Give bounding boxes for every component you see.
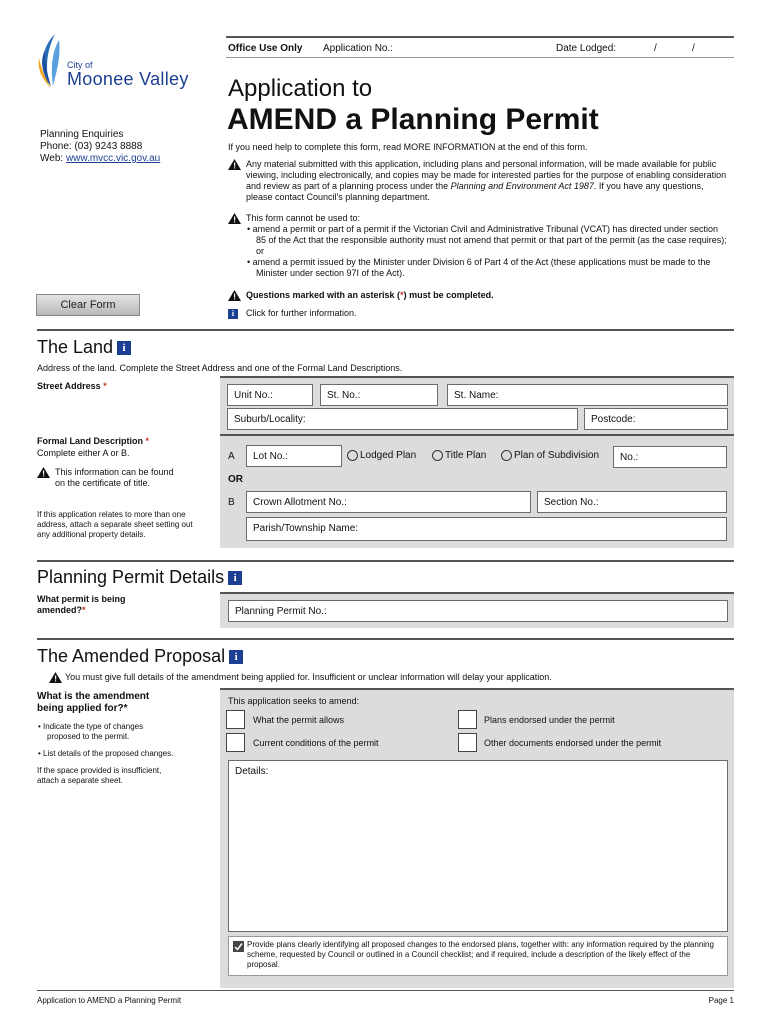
restrictions-heading: This form cannot be used to: (246, 213, 361, 223)
section-rule (37, 560, 734, 562)
checkmark-icon (233, 941, 244, 952)
st-no-field[interactable]: St. No.: (320, 384, 438, 406)
info-note (228, 308, 528, 319)
street-address-panel (220, 376, 734, 434)
proposal-warning-text: You must give full details of the amendment being applied for. Insufficient or unclear information will delay your application. (65, 672, 552, 682)
contact-block (40, 129, 220, 165)
land-section-title (37, 337, 131, 357)
restrictions-notice (228, 213, 728, 278)
option-a-label: A (228, 451, 235, 462)
leaf-logo-icon (35, 32, 69, 90)
date-separator: / (654, 43, 657, 54)
footer-page-number: Page 1 (708, 996, 734, 1005)
asterisk-note (228, 290, 728, 301)
logo-city-of: City of (67, 60, 93, 70)
formal-land-label (37, 436, 149, 447)
section-rule (37, 329, 734, 331)
plan-of-subdivision-radio[interactable] (501, 450, 599, 462)
plan-of-subdivision-label: Plan of Subdivision (514, 450, 600, 462)
phone-number: Phone: (03) 9243 8888 (40, 141, 143, 152)
planning-permit-no-field[interactable]: Planning Permit No.: (228, 600, 728, 622)
info-icon: i (228, 309, 238, 319)
multi-address-note: If this application relates to more than one address, attach a separate sheet setting out any additional property details. (37, 510, 193, 539)
land-title-text: The Land (37, 337, 114, 357)
street-address-label (37, 381, 107, 392)
formal-land-sub: Complete either A or B. (37, 448, 130, 458)
required-star: * (145, 436, 150, 446)
current-conditions-label: Current conditions of the permit (253, 738, 379, 748)
amendment-question: What is the amendment being applied for?* (37, 691, 150, 714)
asterisk-note-text: Questions marked with an asterisk ( (246, 290, 401, 300)
act-name: Planning and Environment Act 1987 (450, 181, 594, 191)
checkbox-other-documents[interactable] (458, 733, 477, 752)
lot-no-field[interactable]: Lot No.: (246, 445, 342, 467)
guidance-item: • List details of the proposed changes. (38, 749, 174, 758)
title-line1: Application to (228, 75, 373, 102)
required-star: * (82, 605, 86, 615)
guidance-text: List details of the proposed changes. (43, 749, 174, 758)
footer-doc-title: Application to AMEND a Planning Permit (37, 996, 182, 1005)
checkbox-what-permit-allows[interactable] (226, 710, 245, 729)
permit-title-text: Planning Permit Details (37, 567, 225, 587)
info-icon[interactable]: i (117, 341, 131, 355)
other-documents-label: Other documents endorsed under the permit (484, 738, 662, 748)
seeks-label: This application seeks to amend: (228, 696, 360, 706)
section-no-field[interactable]: Section No.: (537, 491, 727, 513)
parish-field[interactable]: Parish/Township Name: (246, 517, 727, 541)
certificate-note (37, 467, 177, 488)
permit-question-text: What permit is being amended? (37, 594, 126, 615)
plan-no-field[interactable]: No.: (613, 446, 727, 468)
land-intro: Address of the land. Complete the Street Address and one of the Formal Land Descriptions. (37, 363, 403, 373)
or-label: OR (228, 474, 243, 485)
radio-button[interactable] (347, 450, 358, 461)
guidance-item: • Indicate the type of changes proposed to the permit. (38, 722, 144, 741)
postcode-field[interactable]: Postcode: (584, 408, 728, 430)
checkbox-current-conditions[interactable] (226, 733, 245, 752)
asterisk-note-text: ) must be completed. (403, 290, 494, 300)
restriction-item: • amend a permit or part of a permit if the Victorian Civil and Administrative Tribunal (VCAT) has directed under section 85 of the Act that the responsible authority must not amend that permit or that part of the permit (as the case requires); or (247, 224, 727, 256)
st-name-field[interactable]: St. Name: (447, 384, 728, 406)
office-use-bar (226, 36, 734, 58)
required-star: * (103, 381, 107, 391)
help-text: If you need help to complete this form, read MORE INFORMATION at the end of this form. (228, 142, 588, 152)
lodged-plan-radio[interactable] (347, 450, 416, 462)
warning-icon (228, 290, 241, 301)
what-permit-allows-label: What the permit allows (253, 715, 345, 725)
guidance-text: Indicate the type of changes proposed to the permit. (43, 722, 144, 741)
info-note-text: Click for further information. (246, 308, 357, 318)
privacy-text-a: Any material submitted with this application, including plans and personal information, will be made available for public viewing, including electronically, and copies may be made for interested parties for the purpose of enabling consideration and review as part of a planning process under the (246, 159, 727, 191)
date-lodged-label: Date Lodged: (556, 43, 617, 54)
amendment-guidance (37, 722, 177, 786)
radio-button[interactable] (432, 450, 443, 461)
permit-question (37, 594, 167, 616)
privacy-text-b: . If you have any questions, please contact Council's planning department. (246, 181, 704, 202)
radio-button[interactable] (501, 450, 512, 461)
title-plan-radio[interactable] (432, 450, 486, 462)
warning-icon (49, 672, 62, 683)
street-address-text: Street Address (37, 381, 101, 391)
council-logo (35, 32, 205, 92)
proposal-warning (49, 672, 689, 683)
restriction-item: • amend a permit issued by the Minister under Division 6 of Part 4 of the Act (these applications must be made to the Minister under section 97I of the Act). (247, 257, 711, 278)
lodged-plan-label: Lodged Plan (360, 450, 417, 462)
permit-panel (220, 592, 734, 628)
details-textarea[interactable]: Details: (228, 760, 728, 932)
planning-enquiries: Planning Enquiries (40, 129, 124, 140)
restriction-text: amend a permit issued by the Minister under Division 6 of Part 4 of the Act (these applications must be made to the Minister under section 97I of the Act). (252, 257, 711, 278)
web-label: Web: (40, 153, 64, 164)
proposal-section-title (37, 646, 243, 666)
space-note: If the space provided is insufficient, attach a separate sheet. (37, 766, 162, 785)
footer-rule (37, 990, 734, 991)
section-rule (37, 638, 734, 640)
office-use-label: Office Use Only (228, 43, 303, 54)
title-plan-label: Title Plan (445, 450, 487, 462)
formal-land-panel (220, 434, 734, 548)
application-no-label: Application No.: (323, 43, 394, 54)
logo-name: Moonee Valley (67, 69, 189, 89)
plans-note (228, 936, 728, 976)
warning-icon (37, 467, 50, 478)
web-line (40, 153, 220, 165)
permit-section-title (37, 567, 242, 587)
unit-no-field[interactable]: Unit No.: (227, 384, 313, 406)
date-separator: / (692, 43, 695, 54)
plans-note-text: Provide plans clearly identifying all proposed changes to the endorsed plans, together with: any information required by the planning scheme, requested by Council or outlined in a Council checklist; and if required, include a description of the likely effect of the proposal. (247, 940, 714, 969)
warning-icon (228, 213, 241, 224)
plans-endorsed-label: Plans endorsed under the permit (484, 715, 615, 725)
amendment-panel (220, 688, 734, 988)
title-line2: AMEND a Planning Permit (227, 103, 599, 136)
formal-land-text: Formal Land Description (37, 436, 144, 446)
asterisk-symbol: * (400, 290, 404, 300)
crown-allotment-field[interactable]: Crown Allotment No.: (246, 491, 531, 513)
warning-icon (228, 159, 241, 170)
info-icon[interactable]: i (228, 571, 242, 585)
option-b-label: B (228, 497, 235, 508)
suburb-field[interactable]: Suburb/Locality: (227, 408, 578, 430)
certificate-note-text: This information can be found on the certificate of title. (55, 467, 174, 488)
privacy-notice (228, 159, 728, 202)
clear-form-button[interactable]: Clear Form (36, 294, 140, 316)
proposal-title-text: The Amended Proposal (37, 646, 226, 666)
checkbox-plans-endorsed[interactable] (458, 710, 477, 729)
web-link[interactable]: www.mvcc.vic.gov.au (65, 153, 161, 164)
info-icon[interactable]: i (229, 650, 243, 664)
restriction-text: amend a permit or part of a permit if the Victorian Civil and Administrative Tribunal (VCAT) has directed under section 85 of the Act that the responsible authority must not amend that permit or that part of the permit (as the case requires); or (252, 224, 727, 256)
